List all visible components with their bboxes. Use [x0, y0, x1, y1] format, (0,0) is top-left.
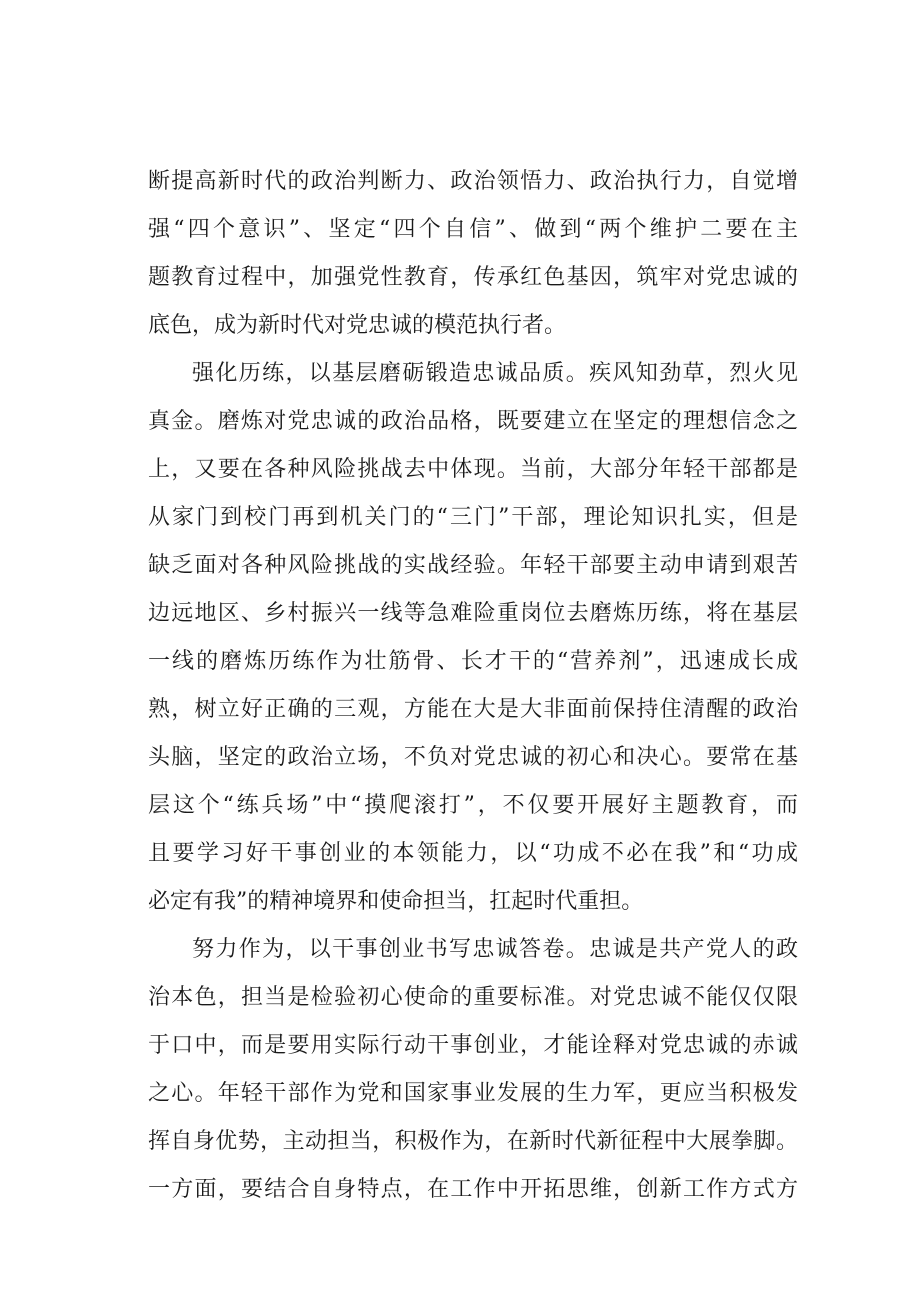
text-line: 真金。磨炼对党忠诚的政治品格，既要建立在坚定的理想信念之: [148, 409, 798, 434]
text-line: 上，又要在各种风险挑战去中体现。当前，大部分年轻干部都是: [148, 457, 798, 482]
text-line: 挥自身优势，主动担当，积极作为，在新时代新征程中大展拳脚。: [148, 1129, 798, 1154]
paragraph-3: [148, 926, 798, 1214]
text-line: 治本色，担当是检验初心使命的重要标准。对党忠诚不能仅仅限: [148, 985, 798, 1010]
text-line: 断提高新时代的政治判断力、政治领悟力、政治执行力，自觉增: [148, 169, 798, 194]
text-line: 题教育过程中，加强党性教育，传承红色基因，筑牢对党忠诚的: [148, 265, 798, 290]
text-line: 从家门到校门再到机关门的“三门”干部，理论知识扎实，但是: [148, 505, 798, 530]
text-line: 强化历练，以基层磨砺锻造忠诚品质。疾风知劲草，烈火见: [192, 361, 798, 386]
text-line: 于口中，而是要用实际行动干事创业，才能诠释对党忠诚的赤诚: [148, 1033, 798, 1058]
text-line: 且要学习好干事创业的本领能力，以“功成不必在我”和“功成: [148, 841, 798, 866]
text-line: 之心。年轻干部作为党和国家事业发展的生力军，更应当积极发: [148, 1081, 798, 1106]
text-line: 一线的磨炼历练作为壮筋骨、长才干的“营养剂”，迅速成长成: [148, 649, 798, 674]
paragraph-1: [148, 158, 798, 350]
text-line: 边远地区、乡村振兴一线等急难险重岗位去磨炼历练，将在基层: [148, 601, 798, 626]
text-line: 必定有我”的精神境界和使命担当，扛起时代重担。: [148, 889, 644, 914]
paragraph-2: [148, 350, 798, 926]
text-line: 层这个“练兵场”中“摸爬滚打”，不仅要开展好主题教育，而: [148, 793, 798, 818]
text-line: 强“四个意识”、坚定“四个自信”、做到“两个维护二要在主: [148, 217, 798, 242]
document-body: [148, 158, 798, 1214]
text-line: 底色，成为新时代对党忠诚的模范执行者。: [148, 313, 567, 338]
text-line: 头脑，坚定的政治立场，不负对党忠诚的初心和决心。要常在基: [148, 745, 798, 770]
text-line: 熟，树立好正确的三观，方能在大是大非面前保持住清醒的政治: [148, 697, 798, 722]
text-line: 缺乏面对各种风险挑战的实战经验。年轻干部要主动申请到艰苦: [148, 553, 798, 578]
text-line: 努力作为，以干事创业书写忠诚答卷。忠诚是共产党人的政: [192, 937, 798, 962]
text-line: 一方面，要结合自身特点，在工作中开拓思维，创新工作方式方: [148, 1177, 798, 1202]
